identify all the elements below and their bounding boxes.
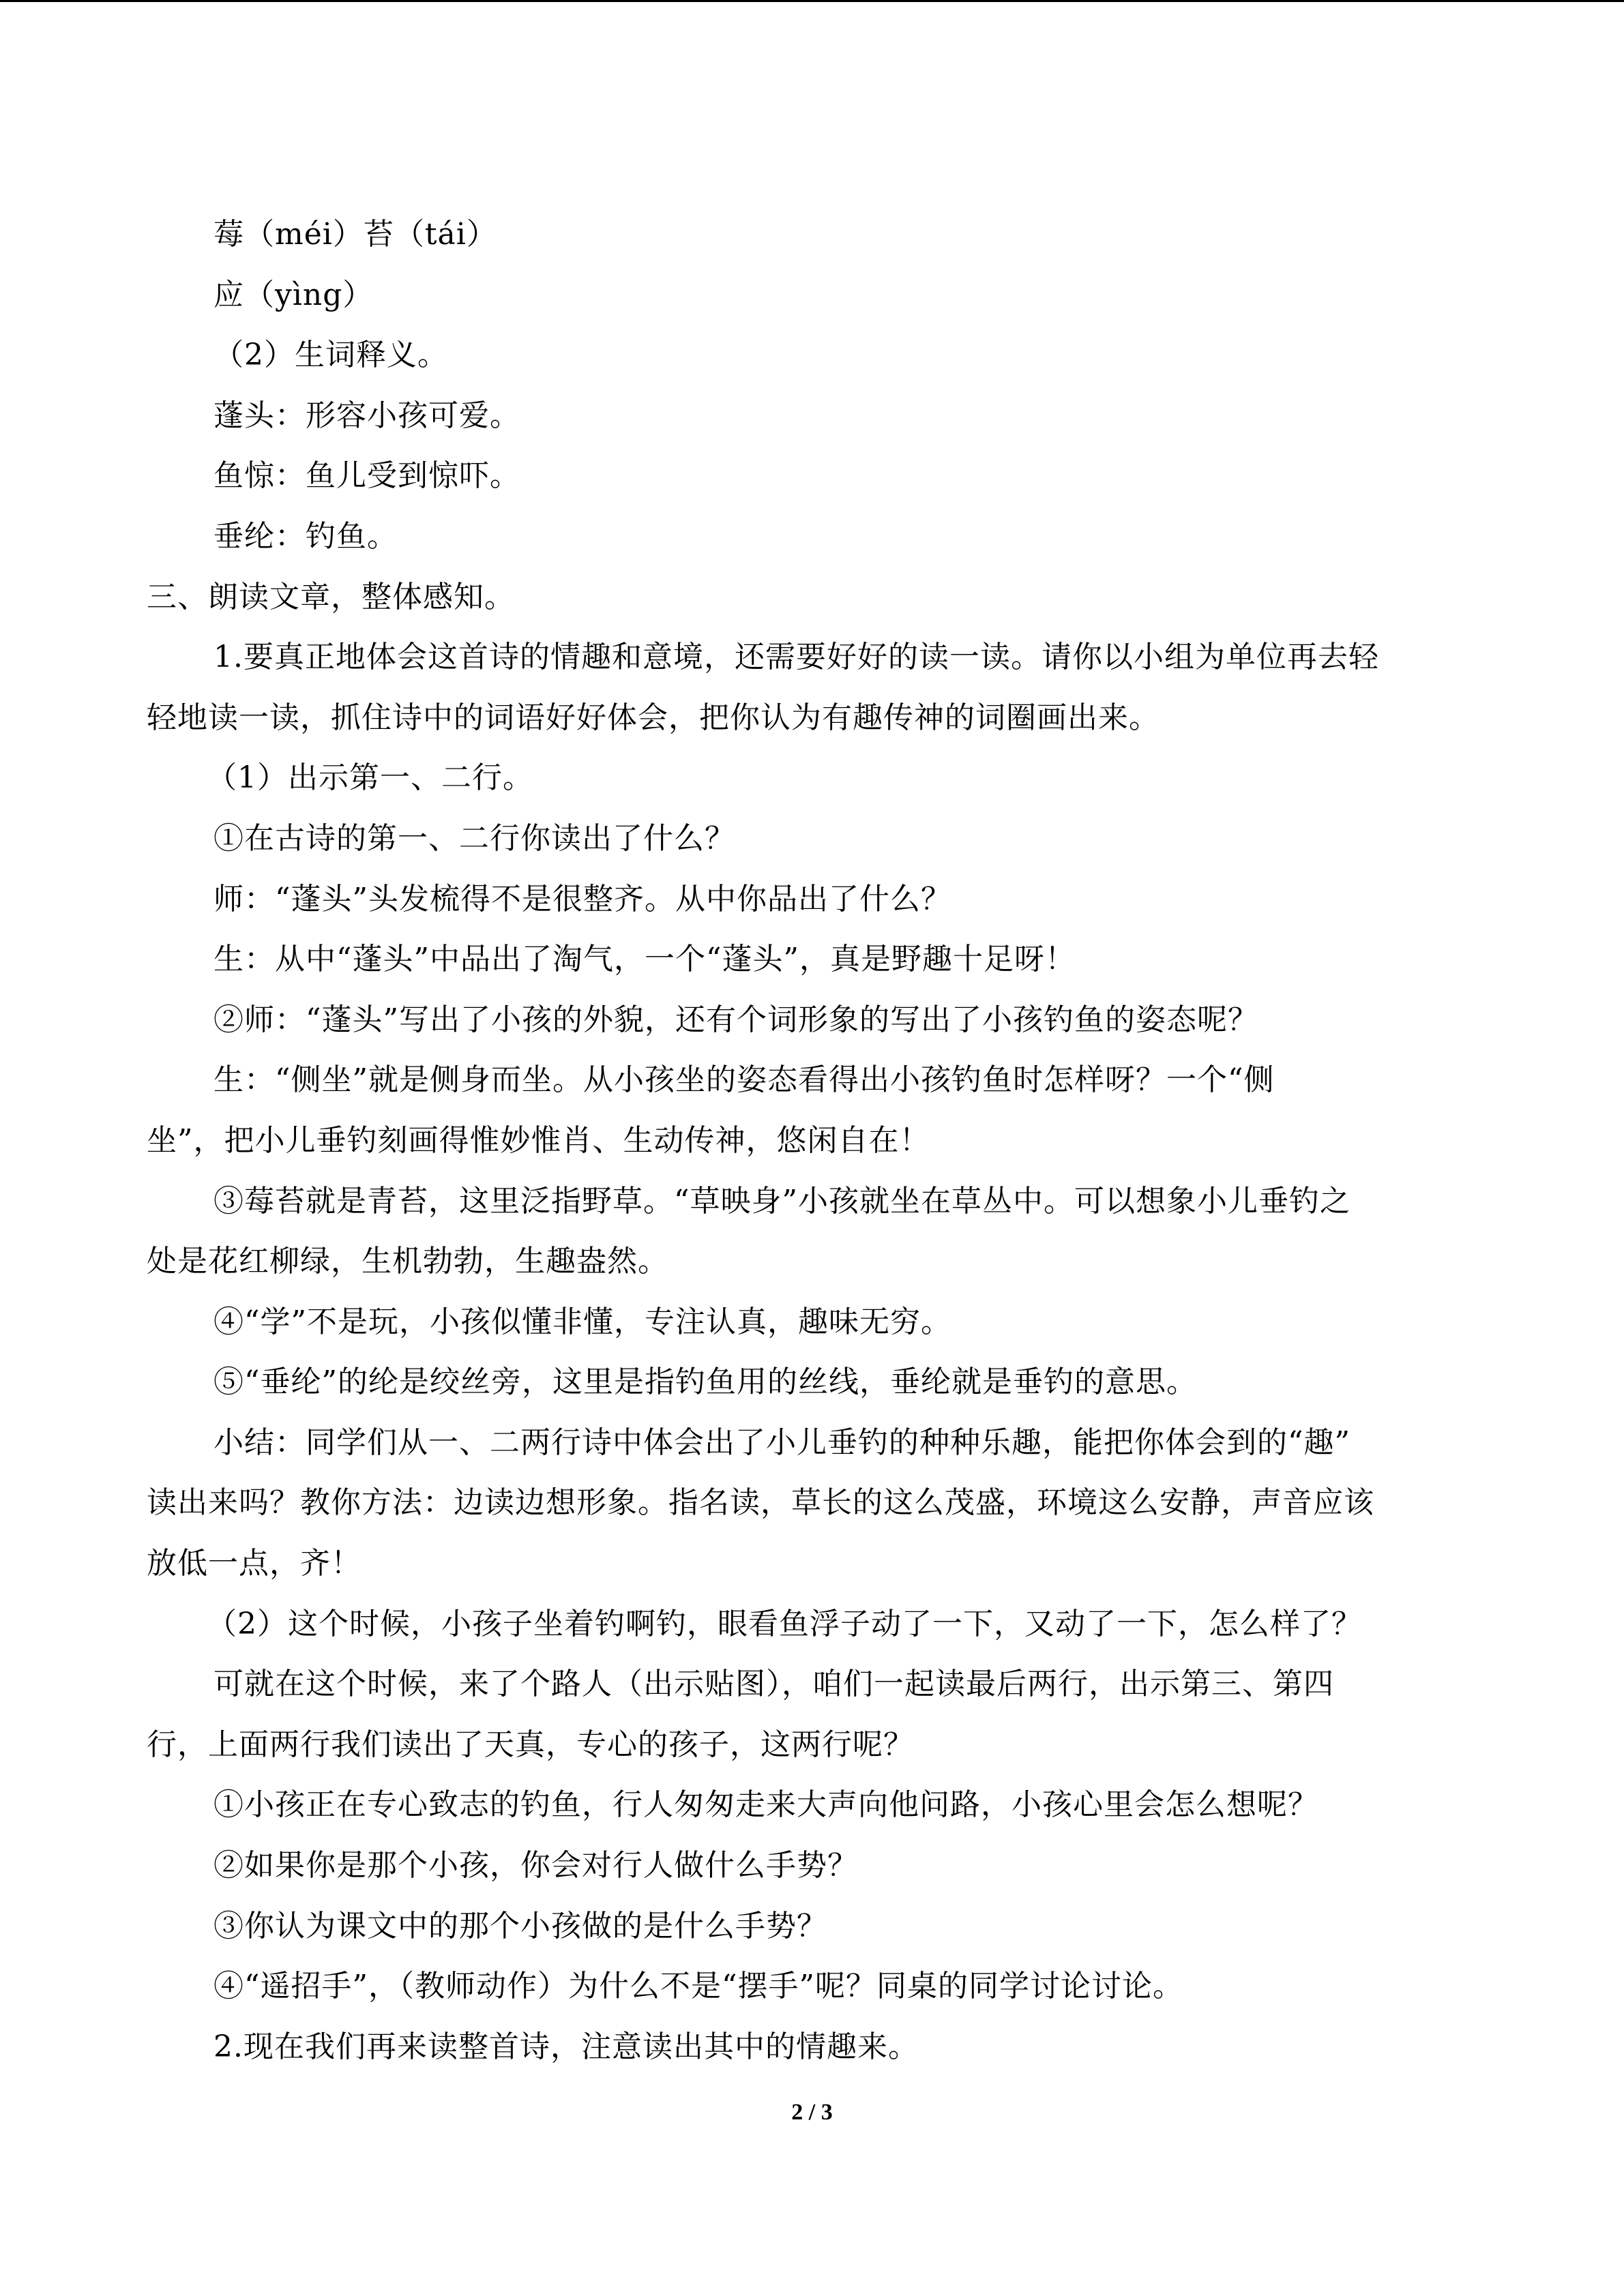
- text-line: 生：“侧坐”就是侧身而坐。从小孩坐的姿态看得出小孩钓鱼时怎样呀？一个“侧: [213, 1062, 1275, 1098]
- text-line: 处是花红柳绿，生机勃勃，生趣盎然。: [147, 1244, 668, 1279]
- text-line: 放低一点，齐！: [147, 1546, 361, 1581]
- text-line: 鱼惊：鱼儿受到惊吓。: [213, 458, 520, 494]
- text-line: ①在古诗的第一、二行你读出了什么？: [213, 820, 735, 856]
- text-line: 莓（méi）苔（tái）: [213, 217, 497, 252]
- text-line: 2.现在我们再来读整首诗，注意读出其中的情趣来。: [213, 2029, 919, 2064]
- text-line: ②师：“蓬头”写出了小孩的外貌，还有个词形象的写出了小孩钓鱼的姿态呢？: [213, 1002, 1258, 1037]
- page-number: 2 / 3: [791, 2100, 833, 2125]
- text-line: ③你认为课文中的那个小孩做的是什么手势？: [213, 1908, 827, 1943]
- top-border-line: [0, 0, 1624, 2]
- text-line: （2）生词释义。: [213, 338, 448, 373]
- text-line: 师：“蓬头”头发梳得不是很整齐。从中你品出了什么？: [213, 881, 951, 916]
- text-line: 可就在这个时候，来了个路人（出示贴图），咱们一起读最后两行，出示第三、第四: [213, 1667, 1334, 1702]
- text-line: 坐”，把小儿垂钓刻画得惟妙惟肖、生动传神，悠闲自在！: [147, 1122, 930, 1158]
- text-line: ④“遥招手”，（教师动作）为什么不是“摆手”呢？同桌的同学讨论讨论。: [213, 1969, 1183, 2004]
- text-line: 轻地读一读，抓住诗中的词语好好体会，把你认为有趣传神的词圈画出来。: [147, 700, 1160, 735]
- text-line: （2）这个时候，小孩子坐着钓啊钓，眼看鱼浮子动了一下，又动了一下，怎么样了？: [207, 1606, 1362, 1641]
- text-line: ⑤“垂纶”的纶是绞丝旁，这里是指钓鱼用的丝线，垂纶就是垂钓的意思。: [213, 1365, 1197, 1400]
- text-line: （1）出示第一、二行。: [207, 760, 533, 796]
- section-heading: 三、朗读文章，整体感知。: [147, 579, 515, 614]
- text-line: ②如果你是那个小孩，你会对行人做什么手势？: [213, 1848, 858, 1883]
- document-body: [147, 205, 1466, 2077]
- text-line: 生：从中“蓬头”中品出了淘气，一个“蓬头”，真是野趣十足呀！: [213, 942, 1076, 977]
- text-line: 蓬头：形容小孩可爱。: [213, 398, 520, 433]
- text-line: 1.要真正地体会这首诗的情趣和意境，还需要好好的读一读。请你以小组为单位再去轻: [213, 640, 1379, 675]
- text-line: ①小孩正在专心致志的钓鱼，行人匆匆走来大声向他问路，小孩心里会怎么想呢？: [213, 1787, 1318, 1823]
- text-line: 行，上面两行我们读出了天真，专心的孩子，这两行呢？: [147, 1727, 914, 1762]
- text-line: 应（yìng）: [213, 277, 374, 312]
- text-line: 读出来吗？教你方法：边读边想形象。指名读，草长的这么茂盛，环境这么安静，声音应该: [147, 1485, 1374, 1521]
- text-line: 小结：同学们从一、二两行诗中体会出了小儿垂钓的种种乐趣，能把你体会到的“趣”: [213, 1425, 1350, 1460]
- text-line: ④“学”不是玩，小孩似懂非懂，专注认真，趣味无穷。: [213, 1304, 951, 1339]
- text-line: ③莓苔就是青苔，这里泛指野草。“草映身”小孩就坐在草丛中。可以想象小儿垂钓之: [213, 1183, 1350, 1219]
- text-line: 垂纶：钓鱼。: [213, 518, 398, 554]
